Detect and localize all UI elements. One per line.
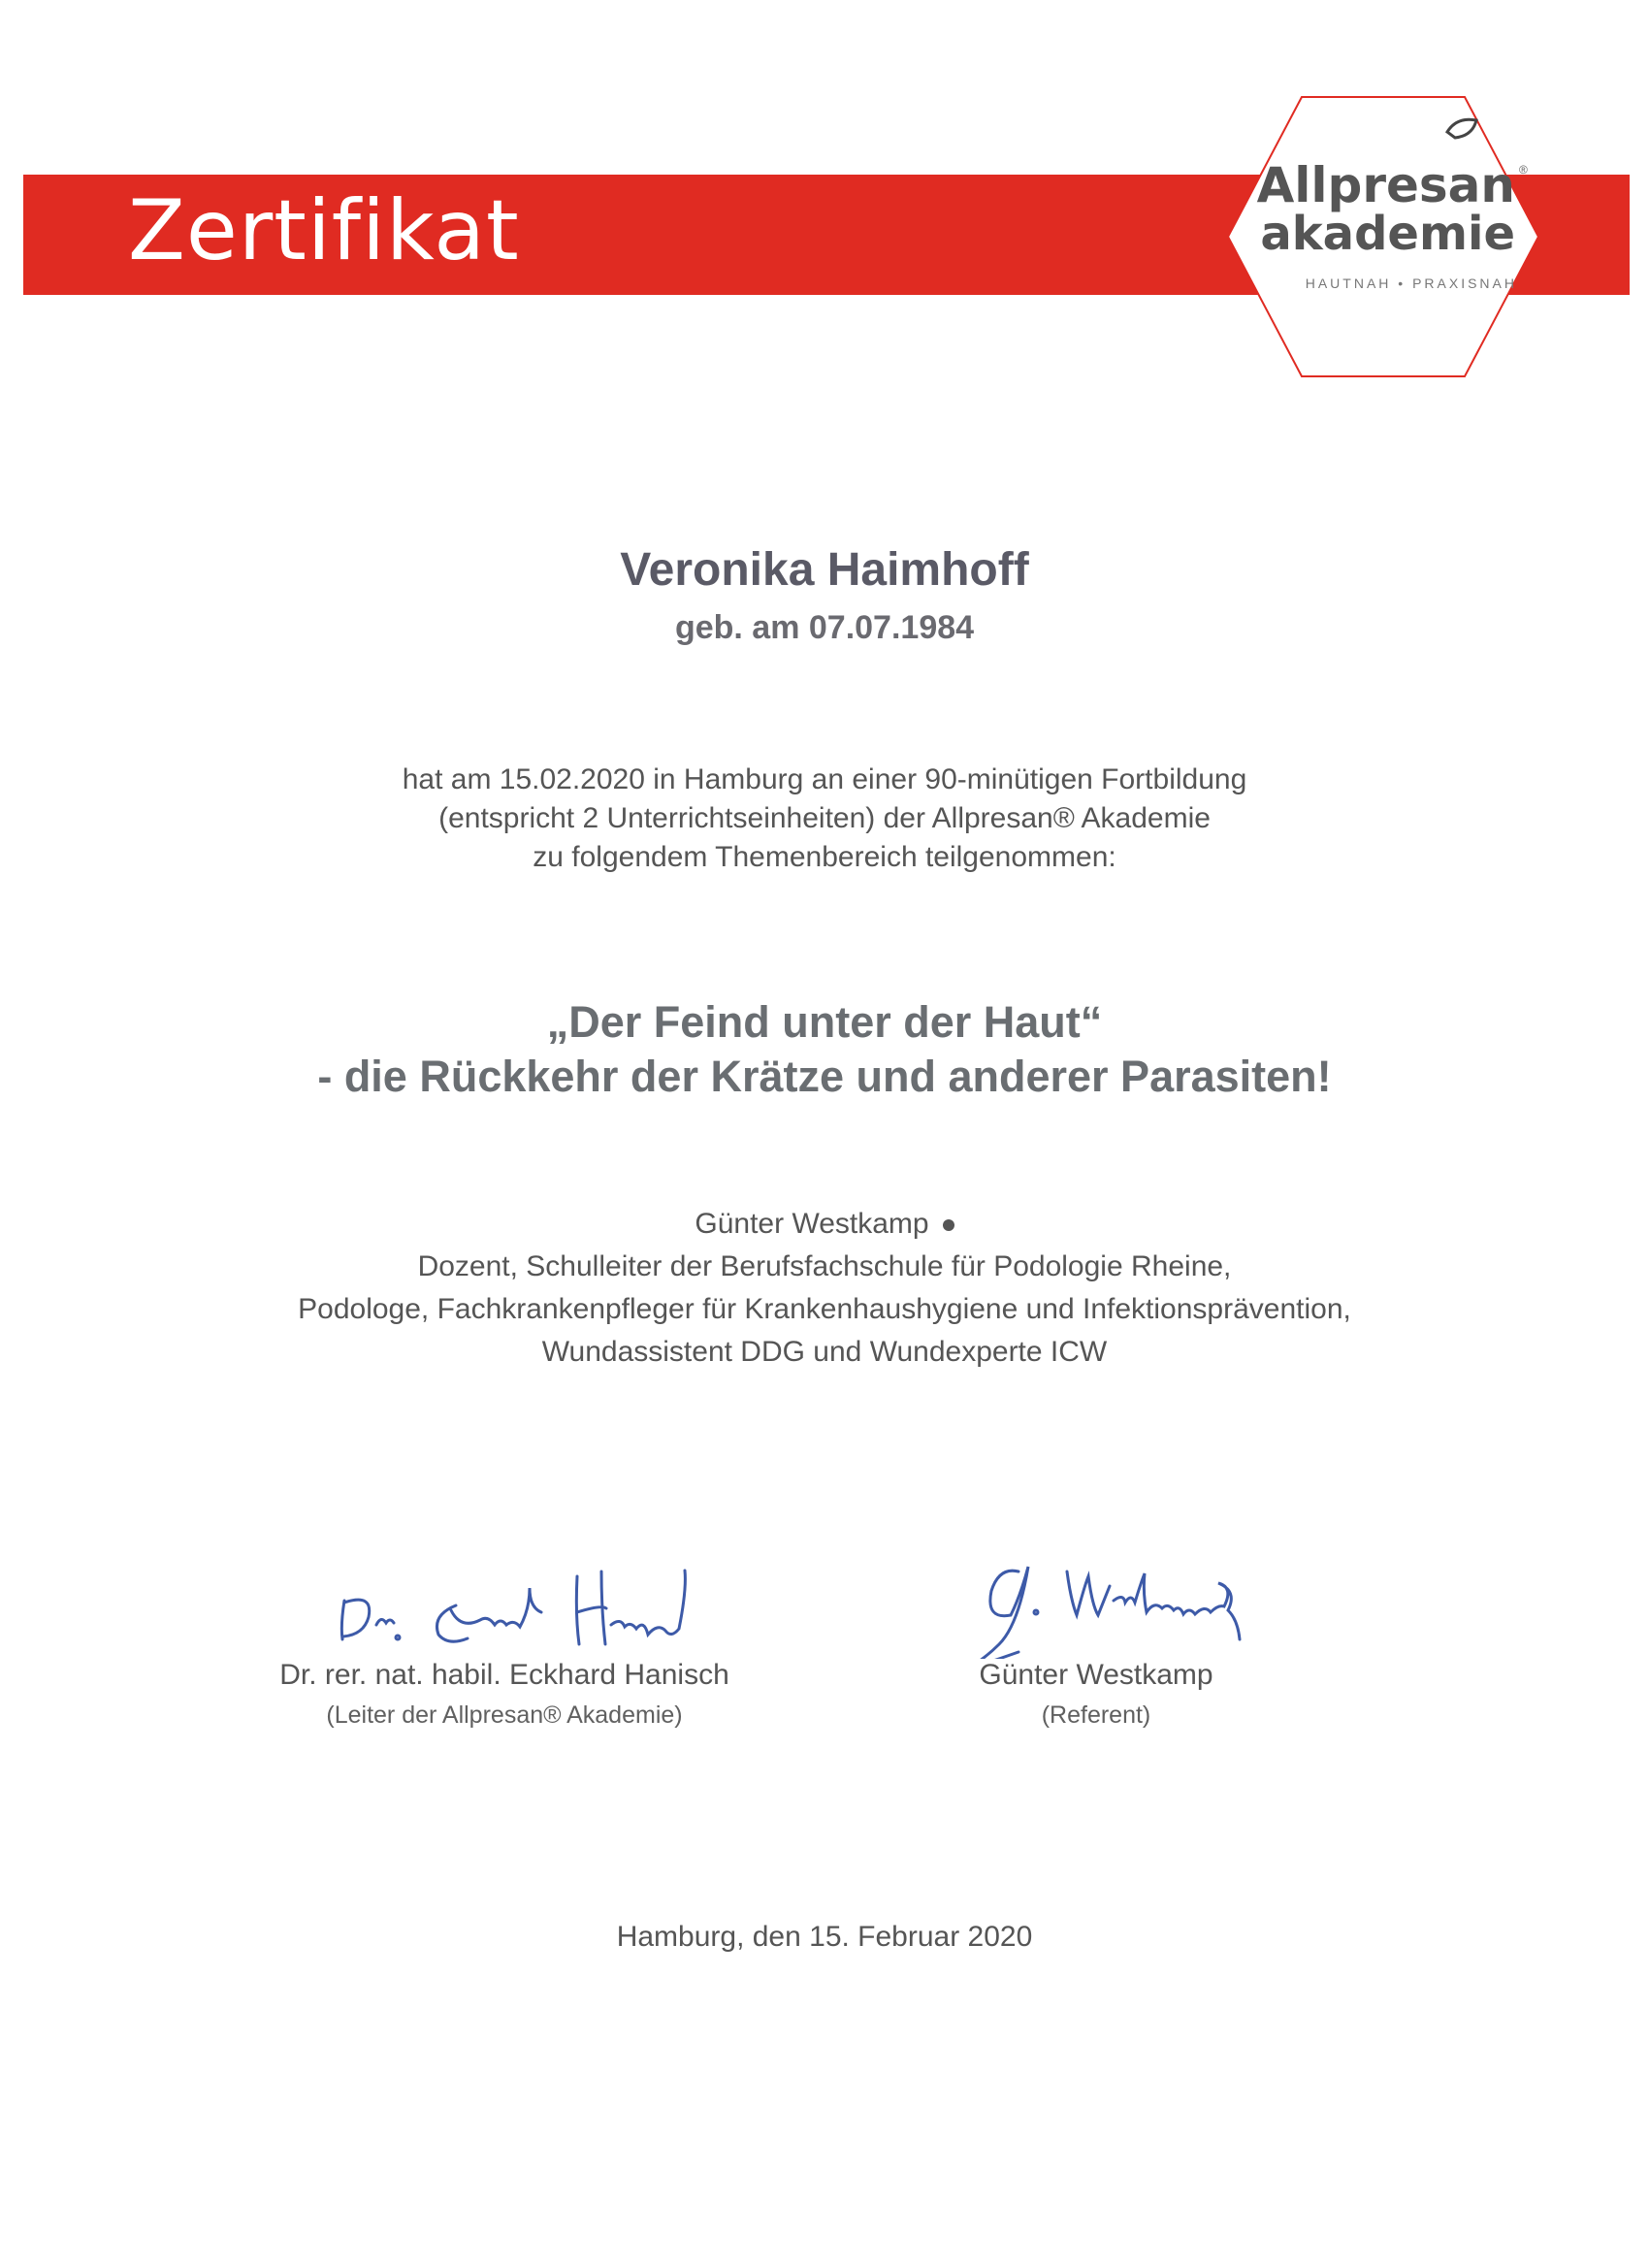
- statement-line: (entspricht 2 Unterrichtseinheiten) der Allpresan® Akademie: [438, 802, 1211, 834]
- signatory-role: (Leiter der Allpresan® Akademie): [326, 1701, 683, 1729]
- statement-line: zu folgendem Themenbereich teilgenommen:: [533, 841, 1116, 873]
- handwritten-signature: [252, 1533, 757, 1659]
- certificate-title: Zertifikat: [128, 182, 520, 279]
- speaker-credentials: Podologe, Fachkrankenpfleger für Krankenhaushygiene und Infektionsprävention,: [298, 1293, 1351, 1325]
- signature-speaker-drawing: [902, 1533, 1290, 1659]
- participation-statement: [0, 761, 1649, 877]
- handwritten-signature: [902, 1533, 1290, 1659]
- speaker-credentials: Dozent, Schulleiter der Berufsfachschule für Podologie Rheine,: [417, 1250, 1232, 1282]
- signatory-name: Dr. rer. nat. habil. Eckhard Hanisch: [279, 1659, 729, 1691]
- bullet-dot-icon: [943, 1219, 954, 1231]
- speaker-credentials: Wundassistent DDG und Wundexperte ICW: [541, 1336, 1108, 1368]
- signatory-name: Günter Westkamp: [979, 1659, 1213, 1691]
- speaker-name: Günter Westkamp: [695, 1208, 929, 1240]
- logo-brand-text: Allpresan: [1256, 157, 1515, 213]
- participant-birthdate: geb. am 07.07.1984: [674, 609, 975, 646]
- signature-director-drawing: [252, 1533, 757, 1659]
- logo-registered-mark: ®: [1519, 163, 1528, 177]
- allpresan-akademie-logo: [1224, 93, 1542, 380]
- course-topic: [0, 995, 1649, 1104]
- participant-name: Veronika Haimhoff: [620, 544, 1029, 596]
- speaker-info: [0, 1203, 1649, 1374]
- speaker-name-line: [0, 1203, 1649, 1246]
- statement-line: hat am 15.02.2020 in Hamburg an einer 90-minütigen Fortbildung: [402, 763, 1247, 795]
- logo-tagline: HAUTNAH • PRAXISNAH: [1305, 275, 1517, 291]
- topic-title: „Der Feind unter der Haut“: [546, 997, 1103, 1047]
- signatory-role: (Referent): [1041, 1701, 1151, 1729]
- topic-subtitle: - die Rückkehr der Krätze und anderer Parasiten!: [317, 1052, 1332, 1101]
- signature-block-speaker: [902, 1533, 1290, 1730]
- signature-block-director: [252, 1533, 757, 1730]
- logo-brand-sub: akademie: [1260, 207, 1515, 261]
- place-and-date: Hamburg, den 15. Februar 2020: [616, 1921, 1033, 1953]
